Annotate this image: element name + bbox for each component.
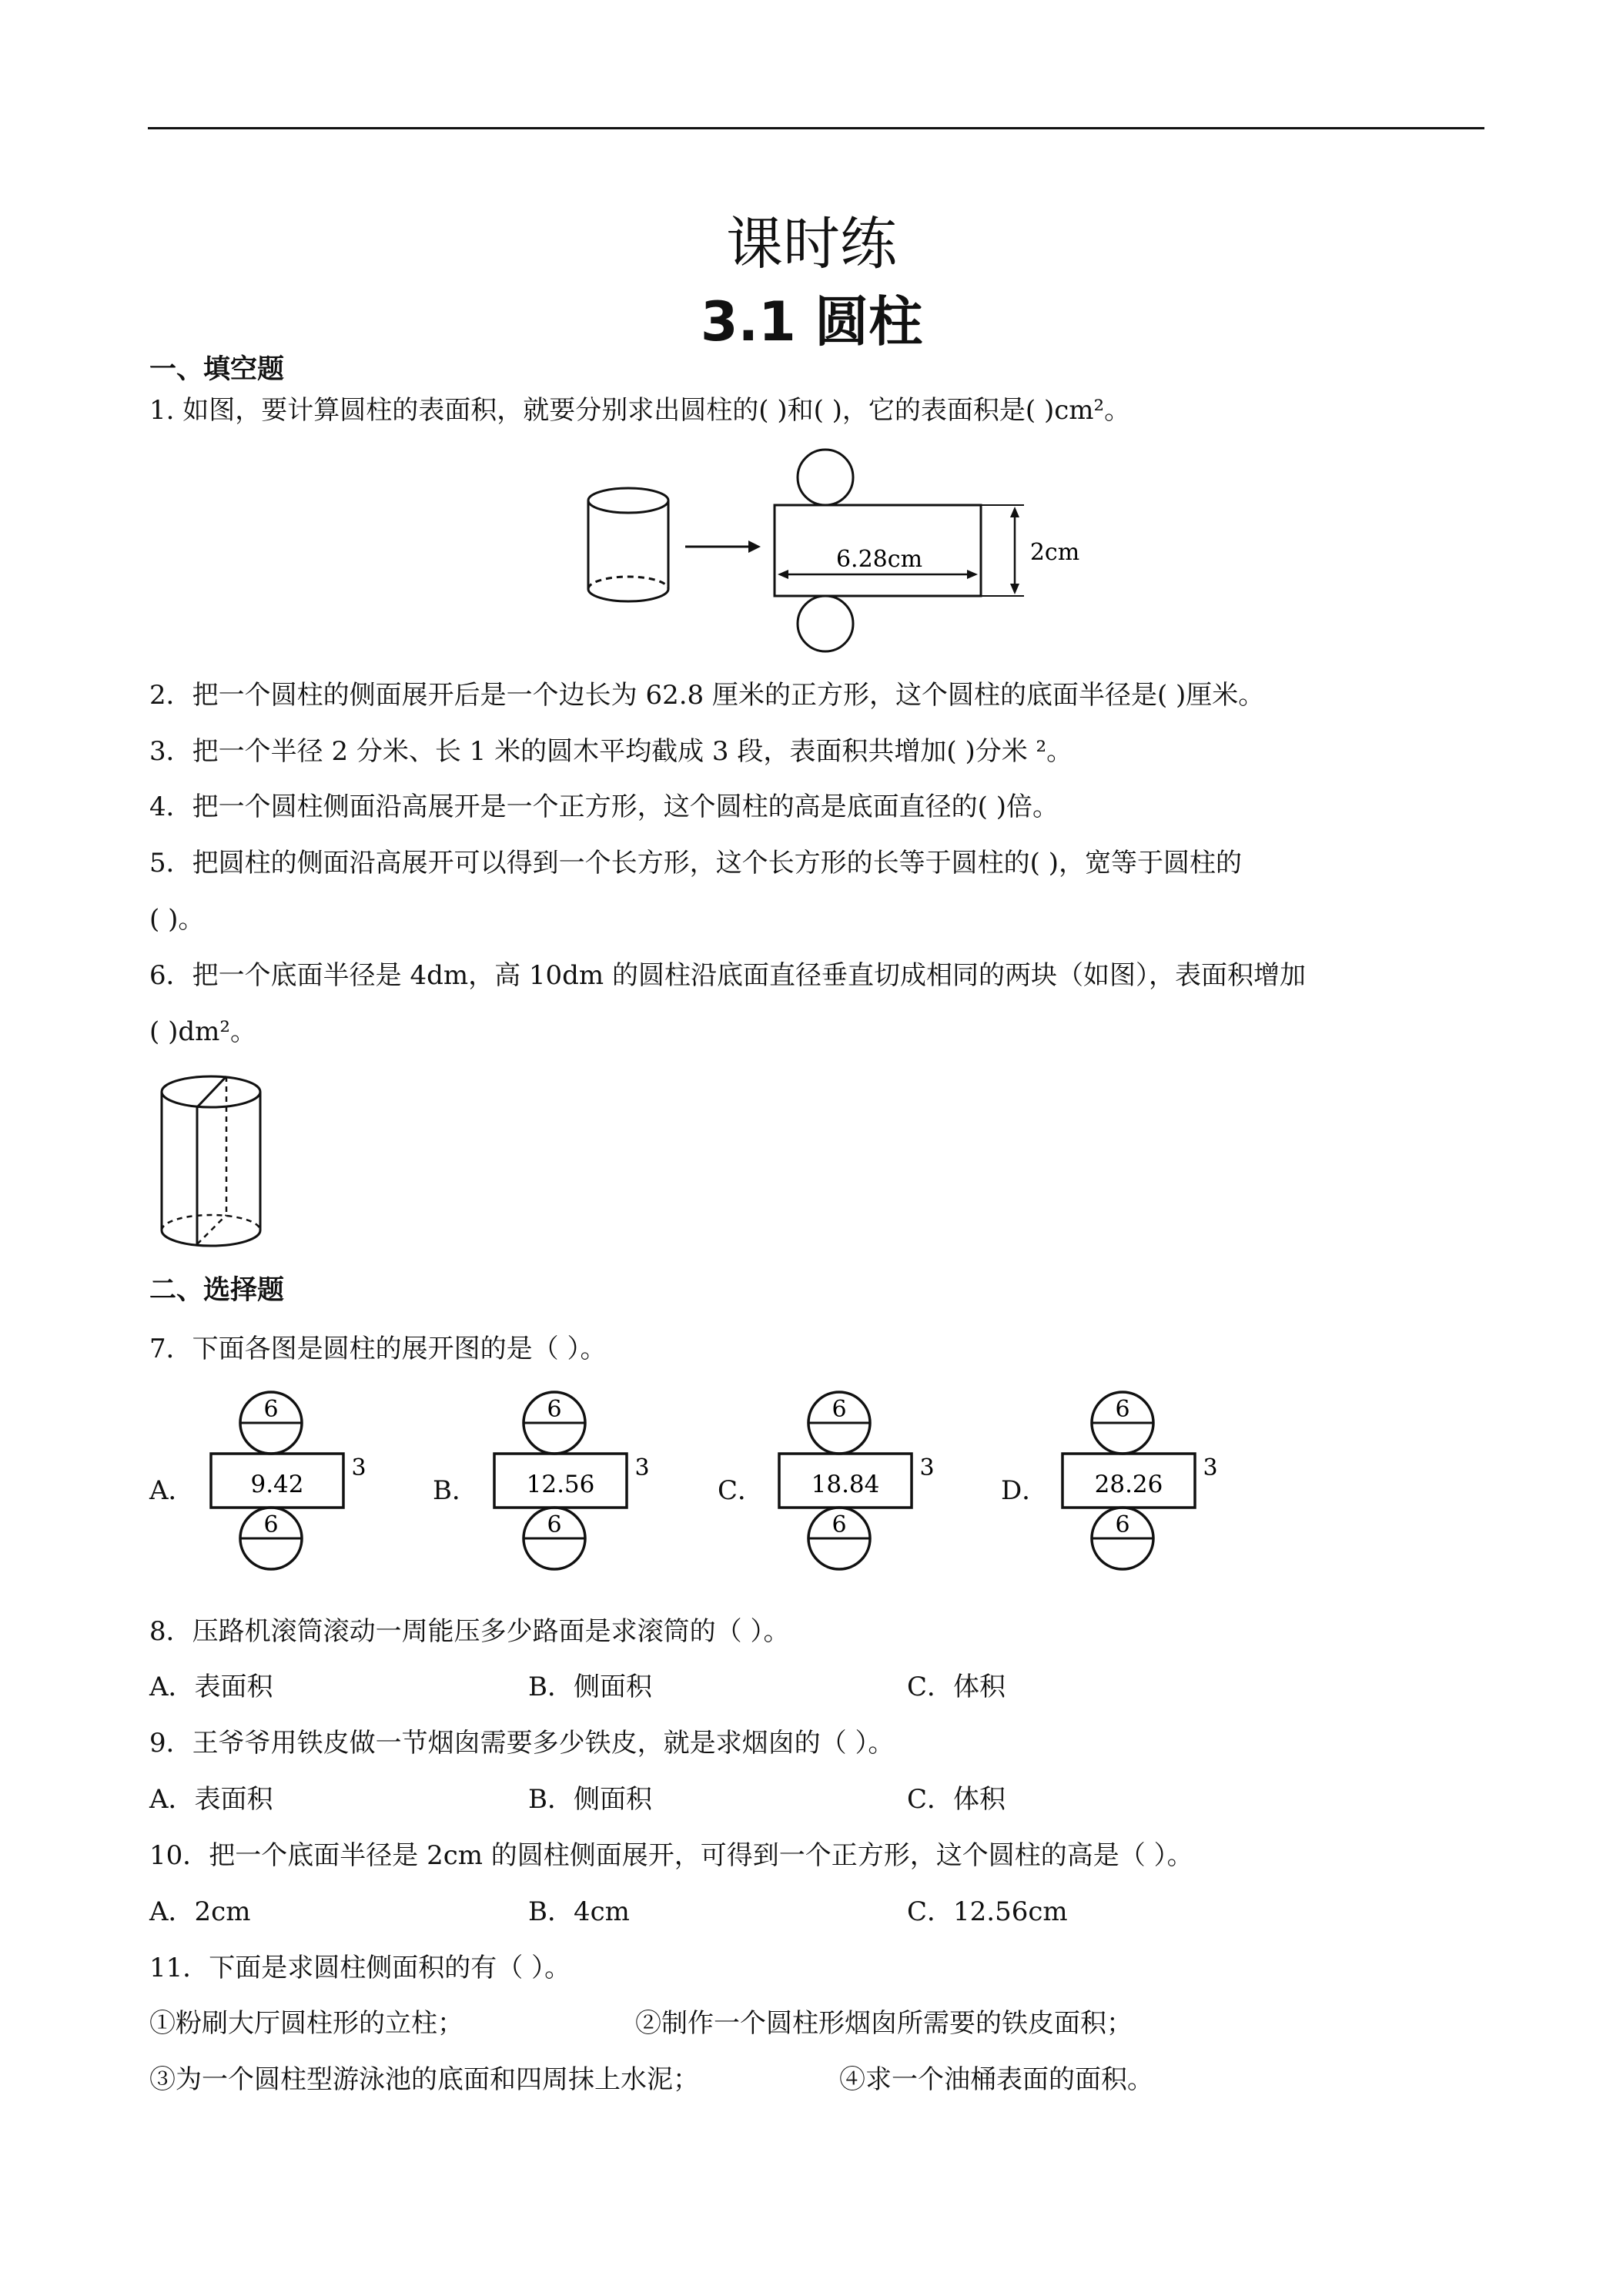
question-11-item-1: ①粉刷大厅圆柱形的立柱；	[149, 2008, 463, 2039]
question-11-item-4: ④求一个油桶表面的面积。	[839, 2064, 1153, 2095]
cylinder-top-ellipse	[588, 488, 668, 513]
question-8: 8．压路机滚筒滚动一周能压多少路面是求滚筒的（ ）。	[149, 1616, 790, 1647]
question-7-option-d-net[interactable]	[1059, 1386, 1229, 1577]
net-side-label: 3	[351, 1454, 366, 1481]
net-rectangle-label: 18.84	[811, 1471, 880, 1498]
net-top-circle	[798, 450, 853, 505]
page-subtitle: 3.1 圆柱	[700, 290, 923, 353]
question-4: 4．把一个圆柱侧面沿高展开是一个正方形，这个圆柱的高是底面直径的( )倍。	[149, 792, 1059, 822]
question-7-option-d-letter[interactable]: D．	[1001, 1475, 1049, 1506]
question-10-option-c[interactable]: C．12.56cm	[907, 1896, 1068, 1927]
net-bottom-diameter-label: 6	[263, 1511, 279, 1538]
question-5-line-1: 5．把圆柱的侧面沿高展开可以得到一个长方形，这个长方形的长等于圆柱的( )，宽等于圆柱的	[149, 848, 1242, 879]
net-height-label: 2cm	[1029, 539, 1080, 566]
question-6-line-2: ( )dm²。	[149, 1016, 256, 1047]
question-10: 10．把一个底面半径是 2cm 的圆柱侧面展开，可得到一个正方形，这个圆柱的高是（ ）。	[149, 1840, 1193, 1871]
question-9-option-a[interactable]: A．表面积	[149, 1784, 273, 1815]
question-9-option-b[interactable]: B．侧面积	[528, 1784, 652, 1815]
net-top-diameter-label: 6	[547, 1396, 562, 1423]
net-rectangle-label: 9.42	[250, 1471, 304, 1498]
net-width-label: 6.28cm	[835, 546, 923, 573]
question-7-option-b-net[interactable]	[491, 1386, 661, 1577]
question-10-option-b[interactable]: B．4cm	[528, 1896, 630, 1927]
question-6-line-1: 6．把一个底面半径是 4dm，高 10dm 的圆柱沿底面直径垂直切成相同的两块（如图），表面积增加	[149, 960, 1306, 991]
net-bottom-circle	[798, 596, 853, 651]
figure-cut-cylinder	[151, 1069, 274, 1253]
question-10-option-a[interactable]: A．2cm	[149, 1896, 251, 1927]
figure-cylinder-net	[570, 439, 1093, 662]
net-rectangle-label: 28.26	[1094, 1471, 1163, 1498]
net-top-diameter-label: 6	[263, 1396, 279, 1423]
question-9-option-c[interactable]: C．体积	[907, 1784, 1006, 1815]
question-11-item-3: ③为一个圆柱型游泳池的底面和四周抹上水泥；	[149, 2064, 699, 2095]
net-top-diameter-label: 6	[1115, 1396, 1130, 1423]
section-heading-fill-blank: 一、填空题	[149, 354, 285, 385]
question-8-option-b[interactable]: B．侧面积	[528, 1672, 652, 1702]
question-8-option-c[interactable]: C．体积	[907, 1672, 1006, 1702]
question-11: 11．下面是求圆柱侧面积的有（ ）。	[149, 1953, 571, 1983]
question-7: 7．下面各图是圆柱的展开图的是（ ）。	[149, 1334, 607, 1364]
question-7-option-c-letter[interactable]: C．	[718, 1475, 765, 1506]
question-9: 9．王爷爷用铁皮做一节烟囱需要多少铁皮，就是求烟囱的（ ）。	[149, 1728, 895, 1759]
question-1: 1. 如图，要计算圆柱的表面积，就要分别求出圆柱的( )和( )，它的表面积是( )cm²。	[149, 395, 1131, 426]
question-3: 3．把一个半径 2 分米、长 1 米的圆木平均截成 3 段，表面积共增加( )分米 ²。	[149, 736, 1073, 767]
net-rectangle-label: 12.56	[526, 1471, 595, 1498]
page-title: 课时练	[726, 211, 897, 277]
question-11-item-2: ②制作一个圆柱形烟囱所需要的铁皮面积；	[635, 2008, 1133, 2039]
net-side-label: 3	[919, 1454, 935, 1481]
question-8-option-a[interactable]: A．表面积	[149, 1672, 273, 1702]
section-heading-choice: 二、选择题	[149, 1275, 285, 1306]
header-rule	[148, 127, 1484, 129]
net-side-label: 3	[634, 1454, 650, 1481]
net-side-label: 3	[1203, 1454, 1218, 1481]
question-7-option-a-net[interactable]	[208, 1386, 377, 1577]
net-bottom-diameter-label: 6	[547, 1511, 562, 1538]
net-bottom-diameter-label: 6	[832, 1511, 847, 1538]
net-bottom-diameter-label: 6	[1115, 1511, 1130, 1538]
question-7-option-c-net[interactable]	[776, 1386, 945, 1577]
net-top-diameter-label: 6	[832, 1396, 847, 1423]
question-2: 2．把一个圆柱的侧面展开后是一个边长为 62.8 厘米的正方形，这个圆柱的底面半径是( )厘米。	[149, 680, 1265, 711]
question-7-option-b-letter[interactable]: B．	[433, 1475, 478, 1506]
question-7-option-a-letter[interactable]: A．	[149, 1475, 195, 1506]
question-5-line-2: ( )。	[149, 904, 205, 935]
